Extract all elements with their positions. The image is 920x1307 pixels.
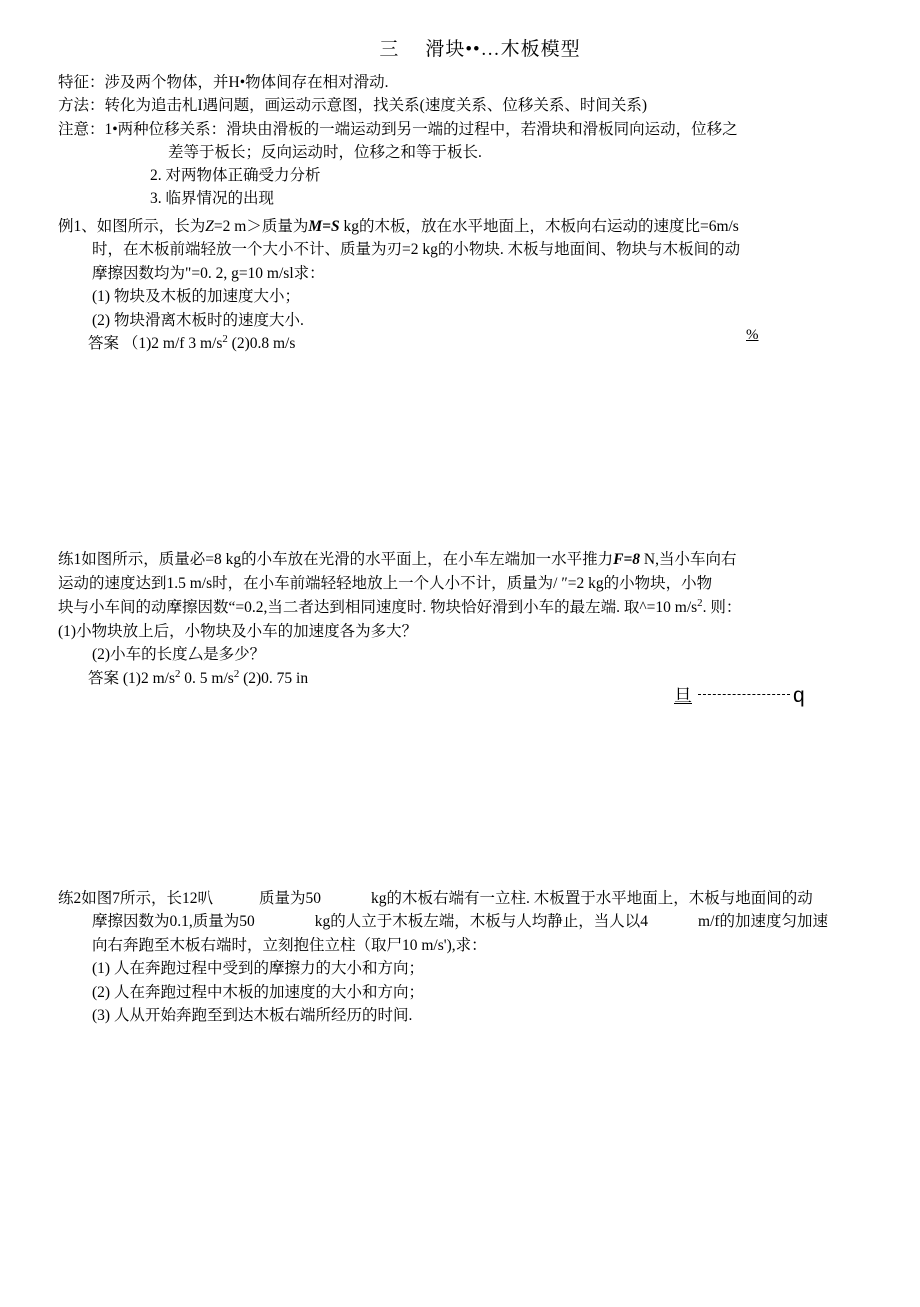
exercise-1-line-3-part-a: 块与小车间的动摩擦因数“=0.2,当二者达到相同速度时. 物块恰好滑到小车的最左端. 取^=10 m/s [58,599,698,617]
example-1-line-2: 时，在木板前端轻放一个大小不计、质量为刃=2 kg的小物块. 木板与地面间、物块与木板间的动 [92,241,741,259]
exercise-2-question-3: (3) 人从开始奔跑至到达木板右端所经历的时间. [92,1007,413,1025]
exercise-1-answer-exponent-2: 2 [233,667,240,680]
exercise-1-line-1 [58,548,898,572]
example-1-line-1-part-a: 例1、如图所示，长为 [58,217,206,235]
exercise-1-figure-area [0,691,920,887]
title-number: 三 [379,39,400,60]
exercise-1-line-3 [58,595,898,620]
example-1-line-1-part-c: kg的木板，放在水平地面上，木板向右运动的速度比=6m/s [339,217,739,235]
exercise-2-line-3: 向右奔跑至木板右端时，立刻抱住立柱（取尸10 m/s'),求： [92,936,487,954]
exercise-1-line-1-part-b: N,当小车向右 [640,551,737,569]
example-1-line-1-part-b: =2 m＞质量为 [213,217,309,235]
example-1-length-symbol: Z [205,217,214,235]
exercise-1-block [0,548,920,667]
note-line-3: 3. 临界情况的出现 [150,190,275,208]
exercise-1-line-1-part-a: 练1如图所示，质量必=8 kg的小车放在光滑的水平面上，在小车左端加一水平推力 [58,551,614,569]
exercise-2-block [0,887,920,1028]
exercise-1-answer-text-b: 0. 5 m/s [180,670,234,688]
example-1-question-1: (1) 物块及木板的加速度大小； [92,288,300,306]
artifact-dashed-line [698,694,790,695]
artifact-left-glyph: 旦 [674,685,692,706]
exercise-1-answer-text-c: (2)0. 75 in [239,670,309,688]
exercise-1-answer-text-a: (1)2 m/s [122,670,175,688]
example-1-answer-exponent: 2 [222,333,228,346]
title-text: 滑块••…木板模型 [425,39,581,60]
exercise-1-line-2: 运动的速度达到1.5 m/s时，在小车前端轻轻地放上一个人小不计，质量为/ ″=2 kg的小物块，小物 [58,574,713,592]
note-line-2: 2. 对两物体正确受力分析 [150,167,321,184]
example-1-mass-symbol: M=S [308,217,340,235]
example-1-answer-text-a: （1)2 m/f 3 m/s [122,335,223,353]
exercise-2-line-1-part-a: 练2如图7所示，长12叭 [58,889,214,907]
exercise-1-line-3-exponent: 2 [697,597,703,610]
exercise-1-question-2: (2)小车的长度厶是多少？ [92,646,266,664]
artifact-right-glyph: q [793,684,805,707]
example-1-question-2: (2) 物块滑离木板时的速度大小. [92,311,304,329]
exercise-1-answer-label: 答案 [88,670,120,688]
exercise-2-line-2-part-c: m/f的加速度匀加速 [698,913,829,931]
example-1-block [0,215,920,333]
example-1-answer-label: 答案 [88,335,120,353]
note-line-1b: 差等于板长；反向运动时，位移之和等于板长. [168,143,482,161]
note-line-1: 注意：1•两种位移关系：滑块由滑板的一端运动到另一端的过程中，若滑块和滑板同向运动，位移之 [58,120,738,138]
exercise-1-line-3-part-b: . 则： [702,599,742,617]
exercise-2-question-2: (2) 人在奔跑过程中木板的加速度的大小和方向； [92,983,424,1001]
exercise-1-answer-exponent-1: 2 [174,667,181,680]
example-1-line-1 [58,215,898,239]
exercise-2-line-1-part-b: 质量为50 [259,889,322,907]
exercise-2-line-2 [58,910,898,934]
feature-line: 特征：涉及两个物体，并H•物体间存在相对滑动. [58,74,389,91]
exercise-1-figure-artifact [674,685,805,706]
example-1-figure-area [0,356,920,548]
percent-mark: % [746,327,759,343]
exercise-1-question-1: (1)小物块放上后，小物块及小车的加速度各为多大？ [58,622,418,640]
exercise-2-line-2-part-a: 摩擦因数为0.1,质量为50 [92,913,255,931]
page-title [0,34,920,61]
method-line: 方法：转化为追击札I遇问题，画运动示意图，找关系(速度关系、位移关系、时间关系) [58,97,647,115]
exercise-2-question-1: (1) 人在奔跑过程中受到的摩擦力的大小和方向； [92,960,424,978]
exercise-2-line-1-part-c: kg的木板右端有一立柱. 木板置于水平地面上，木板与地面间的动 [371,889,813,907]
exercise-2-line-2-part-b: kg的人立于木板左端，木板与人均静止，当人以4 [314,913,649,931]
exercise-1-force-symbol: F=8 [613,551,641,569]
example-1-answer [0,332,920,356]
intro-section [0,71,920,211]
example-1-line-3: 摩擦因数均为"=0. 2, g=10 m/sl求： [92,264,325,282]
exercise-2-line-1 [58,887,898,911]
example-1-answer-text-b: (2)0.8 m/s [227,335,296,353]
